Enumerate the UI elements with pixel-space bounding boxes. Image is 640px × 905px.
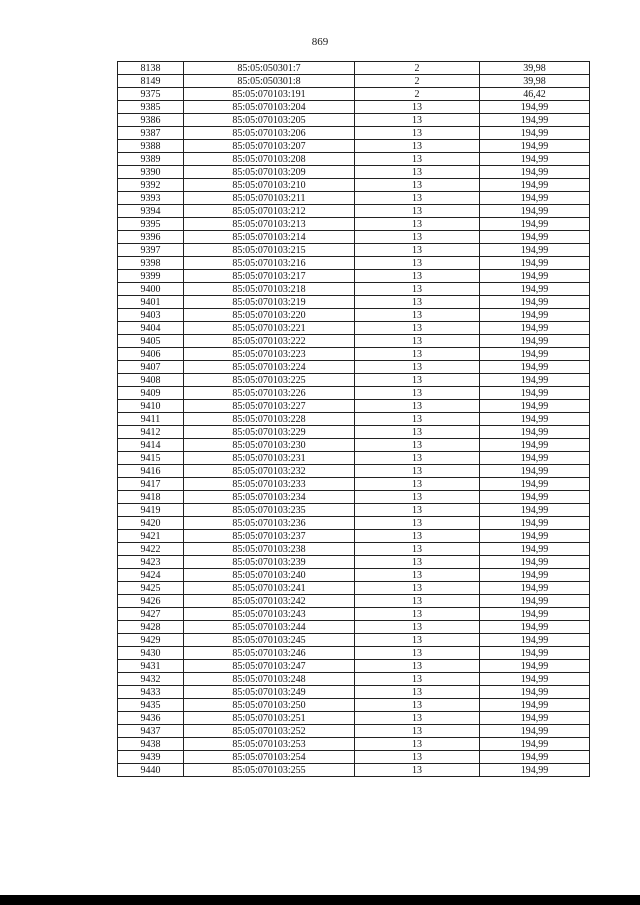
value-cell: 194,99 [480, 478, 590, 491]
count-cell: 13 [355, 309, 480, 322]
count-cell: 13 [355, 621, 480, 634]
record-number-cell: 9395 [118, 218, 184, 231]
record-number-cell: 9420 [118, 517, 184, 530]
value-cell: 194,99 [480, 647, 590, 660]
cadastral-number-cell: 85:05:070103:209 [184, 166, 355, 179]
record-number-cell: 9423 [118, 556, 184, 569]
record-number-cell: 9403 [118, 309, 184, 322]
value-cell: 194,99 [480, 348, 590, 361]
table-row [118, 660, 590, 673]
table-row [118, 686, 590, 699]
value-cell: 194,99 [480, 257, 590, 270]
count-cell: 13 [355, 244, 480, 257]
value-cell: 194,99 [480, 296, 590, 309]
value-cell: 194,99 [480, 556, 590, 569]
cadastral-number-cell: 85:05:070103:254 [184, 751, 355, 764]
count-cell: 13 [355, 556, 480, 569]
table-row [118, 322, 590, 335]
value-cell: 194,99 [480, 764, 590, 777]
count-cell: 13 [355, 725, 480, 738]
value-cell: 194,99 [480, 218, 590, 231]
count-cell: 13 [355, 582, 480, 595]
count-cell: 13 [355, 673, 480, 686]
count-cell: 13 [355, 348, 480, 361]
table-row [118, 543, 590, 556]
count-cell: 13 [355, 387, 480, 400]
value-cell: 194,99 [480, 114, 590, 127]
count-cell: 13 [355, 426, 480, 439]
table-row [118, 244, 590, 257]
record-number-cell: 9399 [118, 270, 184, 283]
table-row [118, 205, 590, 218]
count-cell: 13 [355, 231, 480, 244]
cadastral-number-cell: 85:05:070103:228 [184, 413, 355, 426]
table-row [118, 270, 590, 283]
table-row [118, 738, 590, 751]
value-cell: 39,98 [480, 75, 590, 88]
count-cell: 13 [355, 504, 480, 517]
table-row [118, 595, 590, 608]
count-cell: 13 [355, 322, 480, 335]
count-cell: 13 [355, 465, 480, 478]
cadastral-number-cell: 85:05:070103:218 [184, 283, 355, 296]
count-cell: 13 [355, 127, 480, 140]
value-cell: 194,99 [480, 244, 590, 257]
cadastral-number-cell: 85:05:070103:250 [184, 699, 355, 712]
cadastral-number-cell: 85:05:070103:221 [184, 322, 355, 335]
table-row [118, 127, 590, 140]
cadastral-number-cell: 85:05:070103:215 [184, 244, 355, 257]
record-number-cell: 9440 [118, 764, 184, 777]
count-cell: 13 [355, 166, 480, 179]
cadastral-number-cell: 85:05:070103:244 [184, 621, 355, 634]
value-cell: 194,99 [480, 283, 590, 296]
count-cell: 13 [355, 439, 480, 452]
table-row [118, 309, 590, 322]
value-cell: 194,99 [480, 504, 590, 517]
cadastral-number-cell: 85:05:070103:238 [184, 543, 355, 556]
cadastral-number-cell: 85:05:070103:236 [184, 517, 355, 530]
table-row [118, 75, 590, 88]
count-cell: 13 [355, 270, 480, 283]
record-number-cell: 9409 [118, 387, 184, 400]
count-cell: 13 [355, 452, 480, 465]
record-number-cell: 9389 [118, 153, 184, 166]
table-row [118, 192, 590, 205]
table-row [118, 608, 590, 621]
cadastral-number-cell: 85:05:070103:249 [184, 686, 355, 699]
value-cell: 194,99 [480, 413, 590, 426]
cadastral-number-cell: 85:05:070103:208 [184, 153, 355, 166]
count-cell: 13 [355, 751, 480, 764]
value-cell: 39,98 [480, 62, 590, 75]
cadastral-number-cell: 85:05:070103:234 [184, 491, 355, 504]
cadastral-number-cell: 85:05:070103:220 [184, 309, 355, 322]
cadastral-number-cell: 85:05:070103:231 [184, 452, 355, 465]
record-number-cell: 9375 [118, 88, 184, 101]
value-cell: 194,99 [480, 699, 590, 712]
value-cell: 194,99 [480, 634, 590, 647]
table-row [118, 166, 590, 179]
value-cell: 194,99 [480, 491, 590, 504]
cadastral-number-cell: 85:05:070103:212 [184, 205, 355, 218]
record-number-cell: 9422 [118, 543, 184, 556]
value-cell: 194,99 [480, 686, 590, 699]
count-cell: 13 [355, 192, 480, 205]
table-row [118, 465, 590, 478]
record-number-cell: 9416 [118, 465, 184, 478]
record-number-cell: 9435 [118, 699, 184, 712]
cadastral-number-cell: 85:05:070103:240 [184, 569, 355, 582]
value-cell: 194,99 [480, 582, 590, 595]
record-number-cell: 9428 [118, 621, 184, 634]
table-row [118, 101, 590, 114]
value-cell: 194,99 [480, 153, 590, 166]
record-number-cell: 9432 [118, 673, 184, 686]
record-number-cell: 9405 [118, 335, 184, 348]
cadastral-number-cell: 85:05:070103:205 [184, 114, 355, 127]
count-cell: 13 [355, 140, 480, 153]
count-cell: 13 [355, 400, 480, 413]
value-cell: 194,99 [480, 452, 590, 465]
record-number-cell: 9392 [118, 179, 184, 192]
value-cell: 194,99 [480, 712, 590, 725]
cadastral-number-cell: 85:05:070103:206 [184, 127, 355, 140]
cadastral-number-cell: 85:05:070103:252 [184, 725, 355, 738]
record-number-cell: 9387 [118, 127, 184, 140]
cadastral-number-cell: 85:05:070103:204 [184, 101, 355, 114]
record-number-cell: 9410 [118, 400, 184, 413]
value-cell: 194,99 [480, 673, 590, 686]
count-cell: 13 [355, 413, 480, 426]
table-row [118, 257, 590, 270]
table-row [118, 582, 590, 595]
table-row [118, 673, 590, 686]
value-cell: 194,99 [480, 179, 590, 192]
value-cell: 194,99 [480, 374, 590, 387]
count-cell: 2 [355, 75, 480, 88]
table-row [118, 439, 590, 452]
value-cell: 194,99 [480, 387, 590, 400]
table-row [118, 387, 590, 400]
cadastral-number-cell: 85:05:070103:225 [184, 374, 355, 387]
count-cell: 13 [355, 712, 480, 725]
record-number-cell: 9419 [118, 504, 184, 517]
value-cell: 194,99 [480, 127, 590, 140]
value-cell: 194,99 [480, 192, 590, 205]
value-cell: 46,42 [480, 88, 590, 101]
cadastral-number-cell: 85:05:070103:239 [184, 556, 355, 569]
count-cell: 13 [355, 634, 480, 647]
value-cell: 194,99 [480, 231, 590, 244]
cadastral-number-cell: 85:05:070103:253 [184, 738, 355, 751]
cadastral-number-cell: 85:05:050301:8 [184, 75, 355, 88]
record-number-cell: 9401 [118, 296, 184, 309]
record-number-cell: 9437 [118, 725, 184, 738]
value-cell: 194,99 [480, 270, 590, 283]
value-cell: 194,99 [480, 439, 590, 452]
table-row [118, 556, 590, 569]
count-cell: 2 [355, 62, 480, 75]
table-row [118, 478, 590, 491]
count-cell: 13 [355, 699, 480, 712]
table-row [118, 569, 590, 582]
cadastral-number-cell: 85:05:070103:217 [184, 270, 355, 283]
cadastral-number-cell: 85:05:070103:242 [184, 595, 355, 608]
record-number-cell: 9396 [118, 231, 184, 244]
value-cell: 194,99 [480, 361, 590, 374]
record-number-cell: 9431 [118, 660, 184, 673]
table-row [118, 283, 590, 296]
value-cell: 194,99 [480, 322, 590, 335]
cadastral-number-cell: 85:05:070103:235 [184, 504, 355, 517]
record-number-cell: 9393 [118, 192, 184, 205]
count-cell: 13 [355, 543, 480, 556]
cadastral-number-cell: 85:05:070103:230 [184, 439, 355, 452]
count-cell: 13 [355, 153, 480, 166]
value-cell: 194,99 [480, 140, 590, 153]
value-cell: 194,99 [480, 335, 590, 348]
table-row [118, 751, 590, 764]
count-cell: 13 [355, 218, 480, 231]
cadastral-number-cell: 85:05:070103:211 [184, 192, 355, 205]
record-number-cell: 9433 [118, 686, 184, 699]
count-cell: 13 [355, 374, 480, 387]
table-row [118, 491, 590, 504]
record-number-cell: 9397 [118, 244, 184, 257]
record-number-cell: 9411 [118, 413, 184, 426]
record-number-cell: 9388 [118, 140, 184, 153]
record-number-cell: 9426 [118, 595, 184, 608]
cadastral-number-cell: 85:05:070103:246 [184, 647, 355, 660]
record-number-cell: 9390 [118, 166, 184, 179]
register-table-body [118, 62, 590, 777]
record-number-cell: 9414 [118, 439, 184, 452]
record-number-cell: 9430 [118, 647, 184, 660]
record-number-cell: 9404 [118, 322, 184, 335]
record-number-cell: 8149 [118, 75, 184, 88]
table-row [118, 426, 590, 439]
cadastral-number-cell: 85:05:070103:233 [184, 478, 355, 491]
value-cell: 194,99 [480, 205, 590, 218]
cadastral-number-cell: 85:05:070103:243 [184, 608, 355, 621]
cadastral-number-cell: 85:05:070103:247 [184, 660, 355, 673]
table-row [118, 361, 590, 374]
table-row [118, 153, 590, 166]
cadastral-number-cell: 85:05:070103:222 [184, 335, 355, 348]
cadastral-number-cell: 85:05:070103:232 [184, 465, 355, 478]
record-number-cell: 9407 [118, 361, 184, 374]
count-cell: 13 [355, 283, 480, 296]
count-cell: 13 [355, 179, 480, 192]
record-number-cell: 9400 [118, 283, 184, 296]
register-table [117, 61, 590, 777]
scan-bottom-edge [0, 895, 640, 905]
table-row [118, 504, 590, 517]
count-cell: 13 [355, 647, 480, 660]
record-number-cell: 9429 [118, 634, 184, 647]
count-cell: 13 [355, 569, 480, 582]
record-number-cell: 9427 [118, 608, 184, 621]
table-row [118, 725, 590, 738]
table-row [118, 335, 590, 348]
record-number-cell: 9436 [118, 712, 184, 725]
cadastral-number-cell: 85:05:070103:255 [184, 764, 355, 777]
value-cell: 194,99 [480, 595, 590, 608]
count-cell: 2 [355, 88, 480, 101]
count-cell: 13 [355, 114, 480, 127]
record-number-cell: 9394 [118, 205, 184, 218]
table-row [118, 179, 590, 192]
value-cell: 194,99 [480, 569, 590, 582]
value-cell: 194,99 [480, 608, 590, 621]
count-cell: 13 [355, 361, 480, 374]
table-row [118, 114, 590, 127]
count-cell: 13 [355, 764, 480, 777]
cadastral-number-cell: 85:05:070103:248 [184, 673, 355, 686]
count-cell: 13 [355, 738, 480, 751]
record-number-cell: 9418 [118, 491, 184, 504]
count-cell: 13 [355, 205, 480, 218]
value-cell: 194,99 [480, 465, 590, 478]
page-number: 869 [311, 36, 329, 48]
cadastral-number-cell: 85:05:070103:241 [184, 582, 355, 595]
table-row [118, 348, 590, 361]
cadastral-number-cell: 85:05:070103:224 [184, 361, 355, 374]
value-cell: 194,99 [480, 543, 590, 556]
record-number-cell: 9417 [118, 478, 184, 491]
value-cell: 194,99 [480, 166, 590, 179]
count-cell: 13 [355, 478, 480, 491]
cadastral-number-cell: 85:05:070103:210 [184, 179, 355, 192]
value-cell: 194,99 [480, 517, 590, 530]
count-cell: 13 [355, 608, 480, 621]
cadastral-number-cell: 85:05:070103:227 [184, 400, 355, 413]
cadastral-number-cell: 85:05:070103:214 [184, 231, 355, 244]
count-cell: 13 [355, 686, 480, 699]
count-cell: 13 [355, 491, 480, 504]
value-cell: 194,99 [480, 725, 590, 738]
count-cell: 13 [355, 660, 480, 673]
count-cell: 13 [355, 530, 480, 543]
count-cell: 13 [355, 296, 480, 309]
value-cell: 194,99 [480, 530, 590, 543]
count-cell: 13 [355, 595, 480, 608]
table-row [118, 530, 590, 543]
table-row [118, 764, 590, 777]
value-cell: 194,99 [480, 660, 590, 673]
count-cell: 13 [355, 101, 480, 114]
value-cell: 194,99 [480, 426, 590, 439]
table-row [118, 517, 590, 530]
table-row [118, 88, 590, 101]
value-cell: 194,99 [480, 400, 590, 413]
cadastral-number-cell: 85:05:050301:7 [184, 62, 355, 75]
cadastral-number-cell: 85:05:070103:251 [184, 712, 355, 725]
table-row [118, 634, 590, 647]
value-cell: 194,99 [480, 101, 590, 114]
table-row [118, 413, 590, 426]
table-row [118, 647, 590, 660]
cadastral-number-cell: 85:05:070103:223 [184, 348, 355, 361]
count-cell: 13 [355, 335, 480, 348]
table-row [118, 621, 590, 634]
cadastral-number-cell: 85:05:070103:207 [184, 140, 355, 153]
value-cell: 194,99 [480, 751, 590, 764]
record-number-cell: 9421 [118, 530, 184, 543]
value-cell: 194,99 [480, 621, 590, 634]
cadastral-number-cell: 85:05:070103:191 [184, 88, 355, 101]
table-row [118, 400, 590, 413]
cadastral-number-cell: 85:05:070103:216 [184, 257, 355, 270]
table-row [118, 62, 590, 75]
count-cell: 13 [355, 257, 480, 270]
record-number-cell: 9408 [118, 374, 184, 387]
record-number-cell: 9412 [118, 426, 184, 439]
cadastral-number-cell: 85:05:070103:213 [184, 218, 355, 231]
table-row [118, 699, 590, 712]
table-row [118, 296, 590, 309]
value-cell: 194,99 [480, 309, 590, 322]
value-cell: 194,99 [480, 738, 590, 751]
record-number-cell: 9398 [118, 257, 184, 270]
table-row [118, 452, 590, 465]
record-number-cell: 9386 [118, 114, 184, 127]
record-number-cell: 9425 [118, 582, 184, 595]
cadastral-number-cell: 85:05:070103:219 [184, 296, 355, 309]
cadastral-number-cell: 85:05:070103:237 [184, 530, 355, 543]
table-row [118, 712, 590, 725]
record-number-cell: 9439 [118, 751, 184, 764]
record-number-cell: 9438 [118, 738, 184, 751]
record-number-cell: 9415 [118, 452, 184, 465]
table-row [118, 231, 590, 244]
cadastral-number-cell: 85:05:070103:226 [184, 387, 355, 400]
table-row [118, 218, 590, 231]
cadastral-number-cell: 85:05:070103:245 [184, 634, 355, 647]
table-row [118, 140, 590, 153]
record-number-cell: 9385 [118, 101, 184, 114]
count-cell: 13 [355, 517, 480, 530]
record-number-cell: 8138 [118, 62, 184, 75]
record-number-cell: 9424 [118, 569, 184, 582]
cadastral-number-cell: 85:05:070103:229 [184, 426, 355, 439]
record-number-cell: 9406 [118, 348, 184, 361]
table-row [118, 374, 590, 387]
